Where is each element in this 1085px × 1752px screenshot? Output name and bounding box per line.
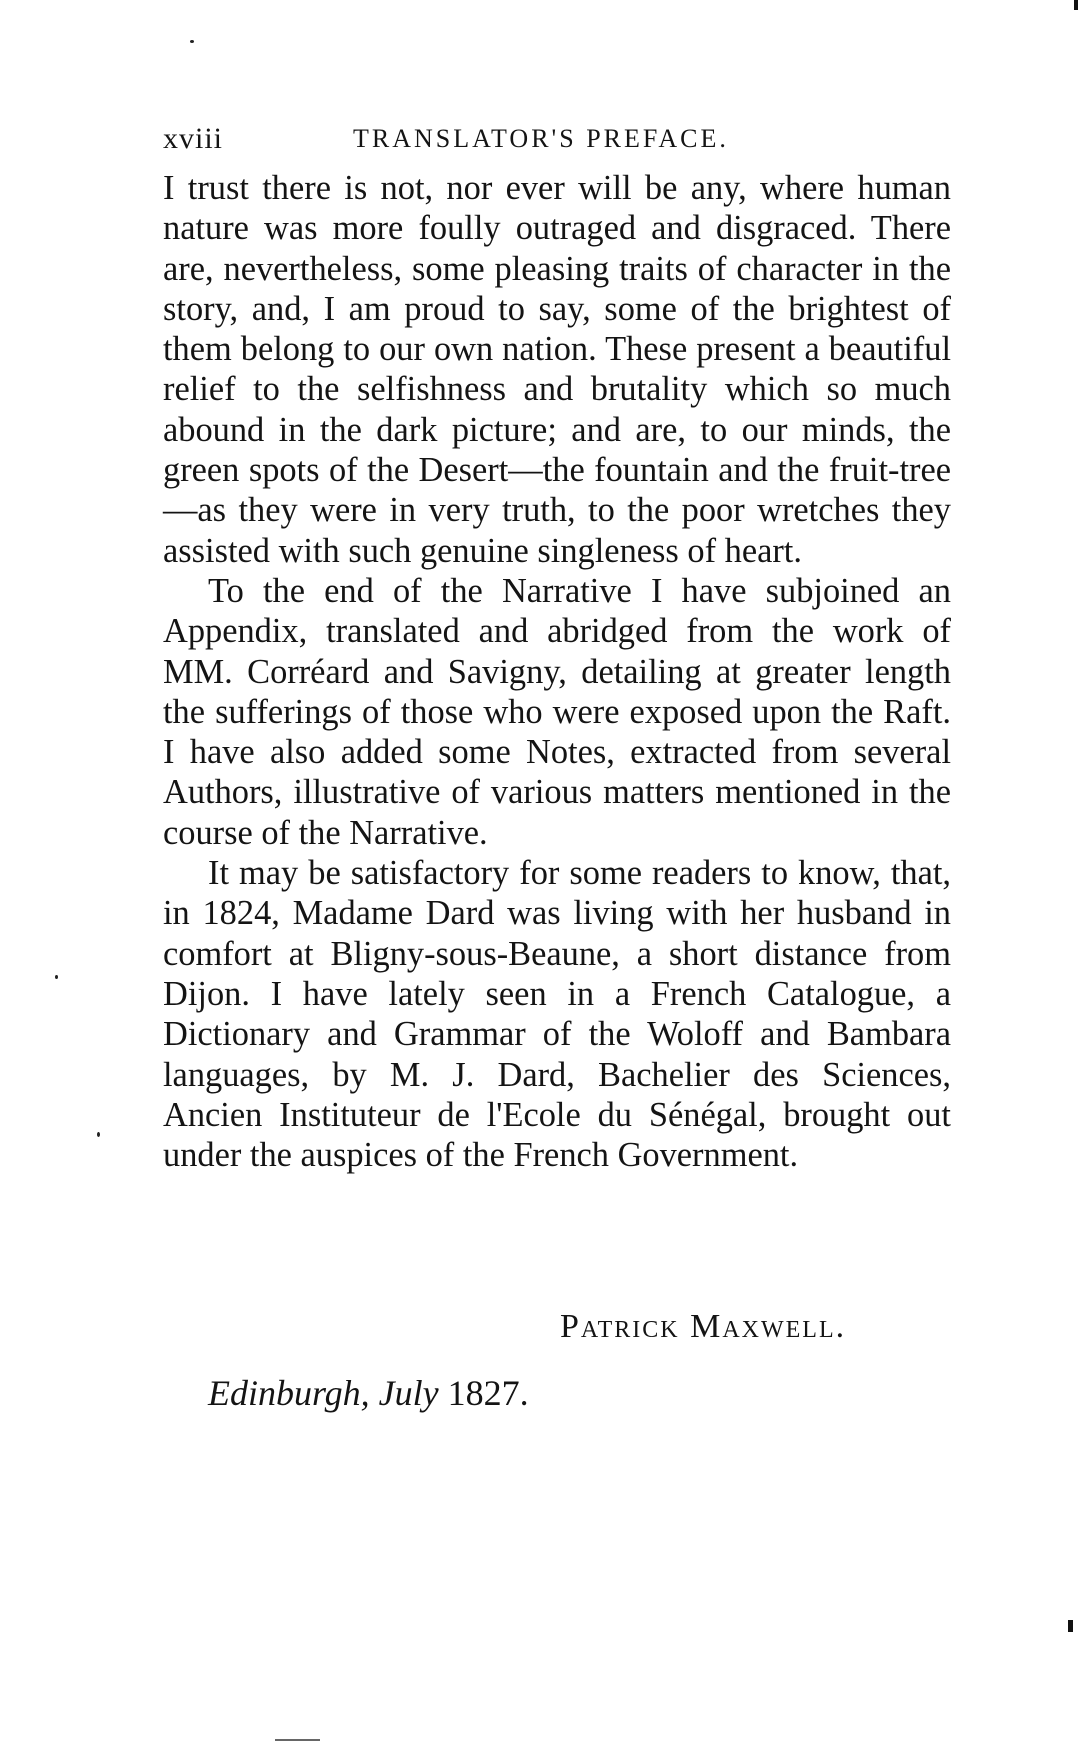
speck — [55, 975, 58, 979]
preface-body — [163, 168, 951, 1175]
page-number: xviii — [163, 122, 224, 155]
speck — [97, 1132, 100, 1137]
dateline-month: July — [378, 1373, 439, 1413]
page-header — [163, 122, 773, 162]
edge-mark — [275, 1739, 320, 1741]
edge-mark — [1068, 1620, 1073, 1632]
speck — [190, 40, 194, 43]
dateline-year: 1827. — [447, 1373, 529, 1413]
paragraph-2: To the end of the Narrative I have subjoined an Appendix, translated and abridged from the work of MM. Corréard and Savigny, detailing at greater length the sufferings of those who were exposed upon the Raft. I have also added some Notes, extracted from several Authors, illustrative of various matters mentioned in the course of the Narrative. — [163, 571, 951, 852]
dateline — [208, 1372, 529, 1414]
dateline-place: Edinburgh, — [208, 1373, 370, 1413]
author-signature: Patrick Maxwell. — [560, 1308, 847, 1345]
edge-mark — [1074, 0, 1078, 10]
running-title: TRANSLATOR'S PREFACE. — [353, 124, 729, 153]
paragraph-1: I trust there is not, nor ever will be any, where human nature was more foully outraged and disgraced. There are, nevertheless, some pleasing traits of character in the story, and, I am proud to say, some of the brightest of them belong to our own nation. These present a beautiful relief to the selfishness and brutality which so much abound in the dark picture; and are, to our minds, the green spots of the Desert—the fountain and the fruit-tree—as they were in very truth, to the poor wretches they assisted with such genuine singleness of heart. — [163, 169, 951, 570]
paragraph-3: It may be satisfactory for some readers to know, that, in 1824, Madame Dard was living with her husband in comfort at Bligny-sous-Beaune, a short distance from Dijon. I have lately seen in a French Catalogue, a Dictionary and Grammar of the Woloff and Bambara languages, by M. J. Dard, Bachelier des Sciences, Ancien Instituteur de l'Ecole du Sénégal, brought out under the auspices of the French Government. — [163, 854, 951, 1175]
